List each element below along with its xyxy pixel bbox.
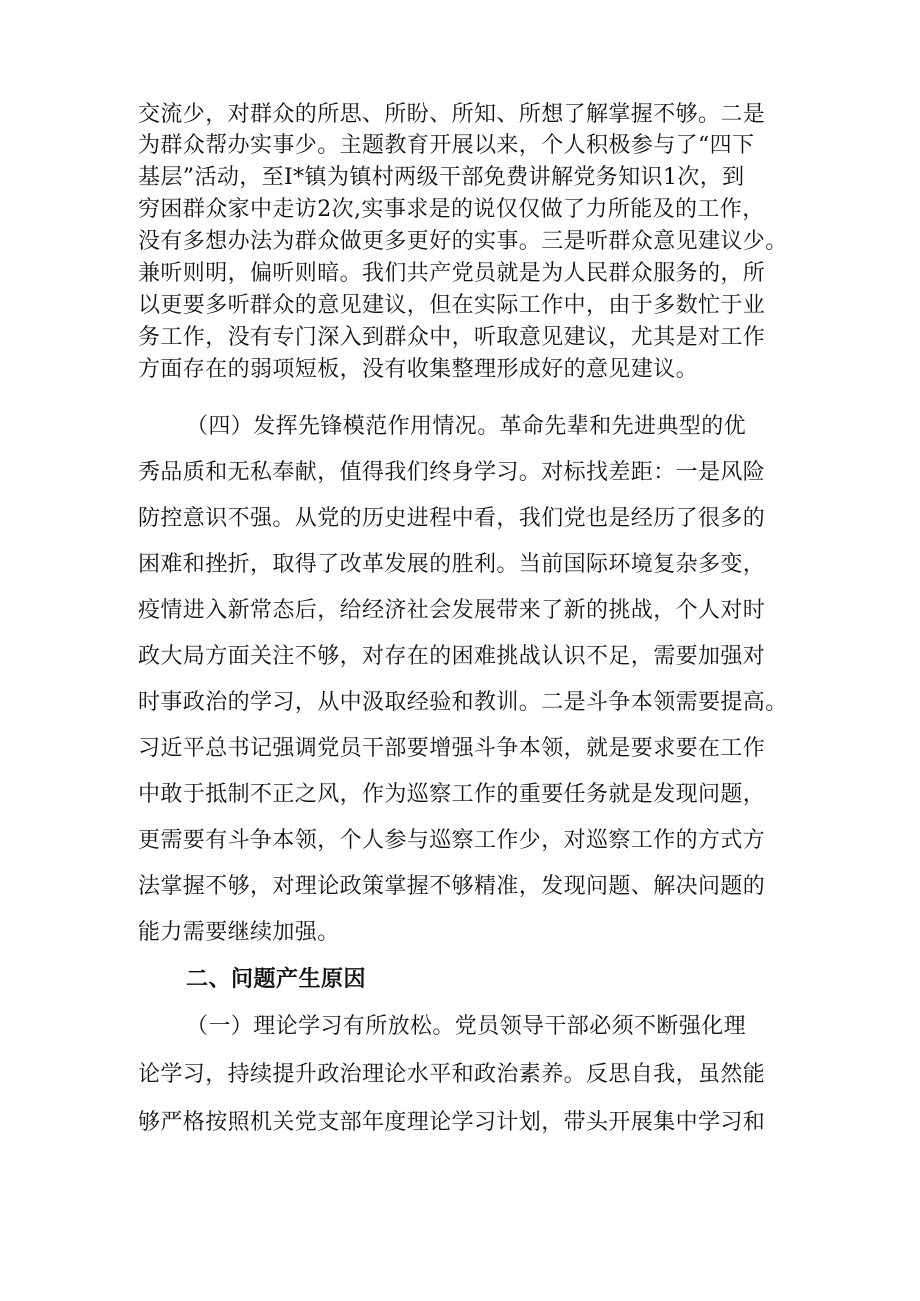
paragraph-line: 务工作，没有专门深入到群众中，听取意见建议，尤其是对工作 (138, 325, 766, 350)
paragraph-line: 时事政治的学习，从中汲取经验和教训。二是斗争本领需要提高。 (138, 690, 788, 715)
paragraph-line: 疫情进入新常态后，给经济社会发展带来了新的挑战，个人对时 (138, 598, 766, 623)
paragraph-line: 中敢于抵制不正之风，作为巡察工作的重要任务就是发现问题， (138, 782, 766, 807)
paragraph-line: 以更要多听群众的意见建议，但在实际工作中，由于多数忙于业 (138, 293, 766, 318)
section-heading: 二、问题产生原因 (186, 967, 367, 992)
paragraph-line: 交流少，对群众的所思、所盼、所知、所想了解掌握不够。二是 (138, 102, 766, 127)
paragraph-line: 防控意识不强。从党的历史进程中看，我们党也是经历了很多的 (138, 506, 766, 531)
paragraph-line: 兼听则明，偏听则暗。我们共产党员就是为人民群众服务的，所 (138, 261, 766, 286)
paragraph-line: 方面存在的弱项短板，没有收集整理形成好的意见建议。 (138, 357, 699, 382)
paragraph-line: 困难和挫折，取得了改革发展的胜利。当前国际环境复杂多变， (138, 552, 766, 577)
paragraph-line: 没有多想办法为群众做更多更好的实事。三是听群众意见建议少。 (138, 229, 788, 254)
paragraph-line: 秀品质和无私奉献，值得我们终身学习。对标找差距：一是风险 (138, 460, 766, 485)
paragraph-line: 够严格按照机关党支部年度理论学习计划，带头开展集中学习和 (138, 1110, 766, 1135)
paragraph-line: 政大局方面关注不够，对存在的困难挑战认识不足，需要加强对 (138, 644, 766, 669)
paragraph-line: 更需要有斗争本领，个人参与巡察工作少，对巡察工作的方式方 (138, 828, 766, 853)
paragraph-line: （四）发挥先锋模范作用情况。革命先辈和先进典型的优 (186, 414, 747, 439)
paragraph-line: 穷困群众家中走访2次,实事求是的说仅仅做了力所能及的工作， (138, 197, 765, 222)
paragraph-line: （一）理论学习有所放松。党员领导干部必须不断强化理 (186, 1014, 747, 1039)
paragraph-line: 能力需要继续加强。 (138, 920, 340, 945)
paragraph-line: 法掌握不够，对理论政策掌握不够精准，发现问题、解决问题的 (138, 874, 766, 899)
paragraph-line: 基层”活动，至I*镇为镇村两级干部免费讲解党务知识1次，到 (138, 165, 745, 190)
paragraph-line: 论学习，持续提升政治理论水平和政治素养。反思自我，虽然能 (138, 1062, 766, 1087)
paragraph-line: 习近平总书记强调党员干部要增强斗争本领，就是要求要在工作 (138, 736, 766, 761)
paragraph-line: 为群众帮办实事少。主题教育开展以来，个人积极参与了“四下 (138, 133, 755, 158)
